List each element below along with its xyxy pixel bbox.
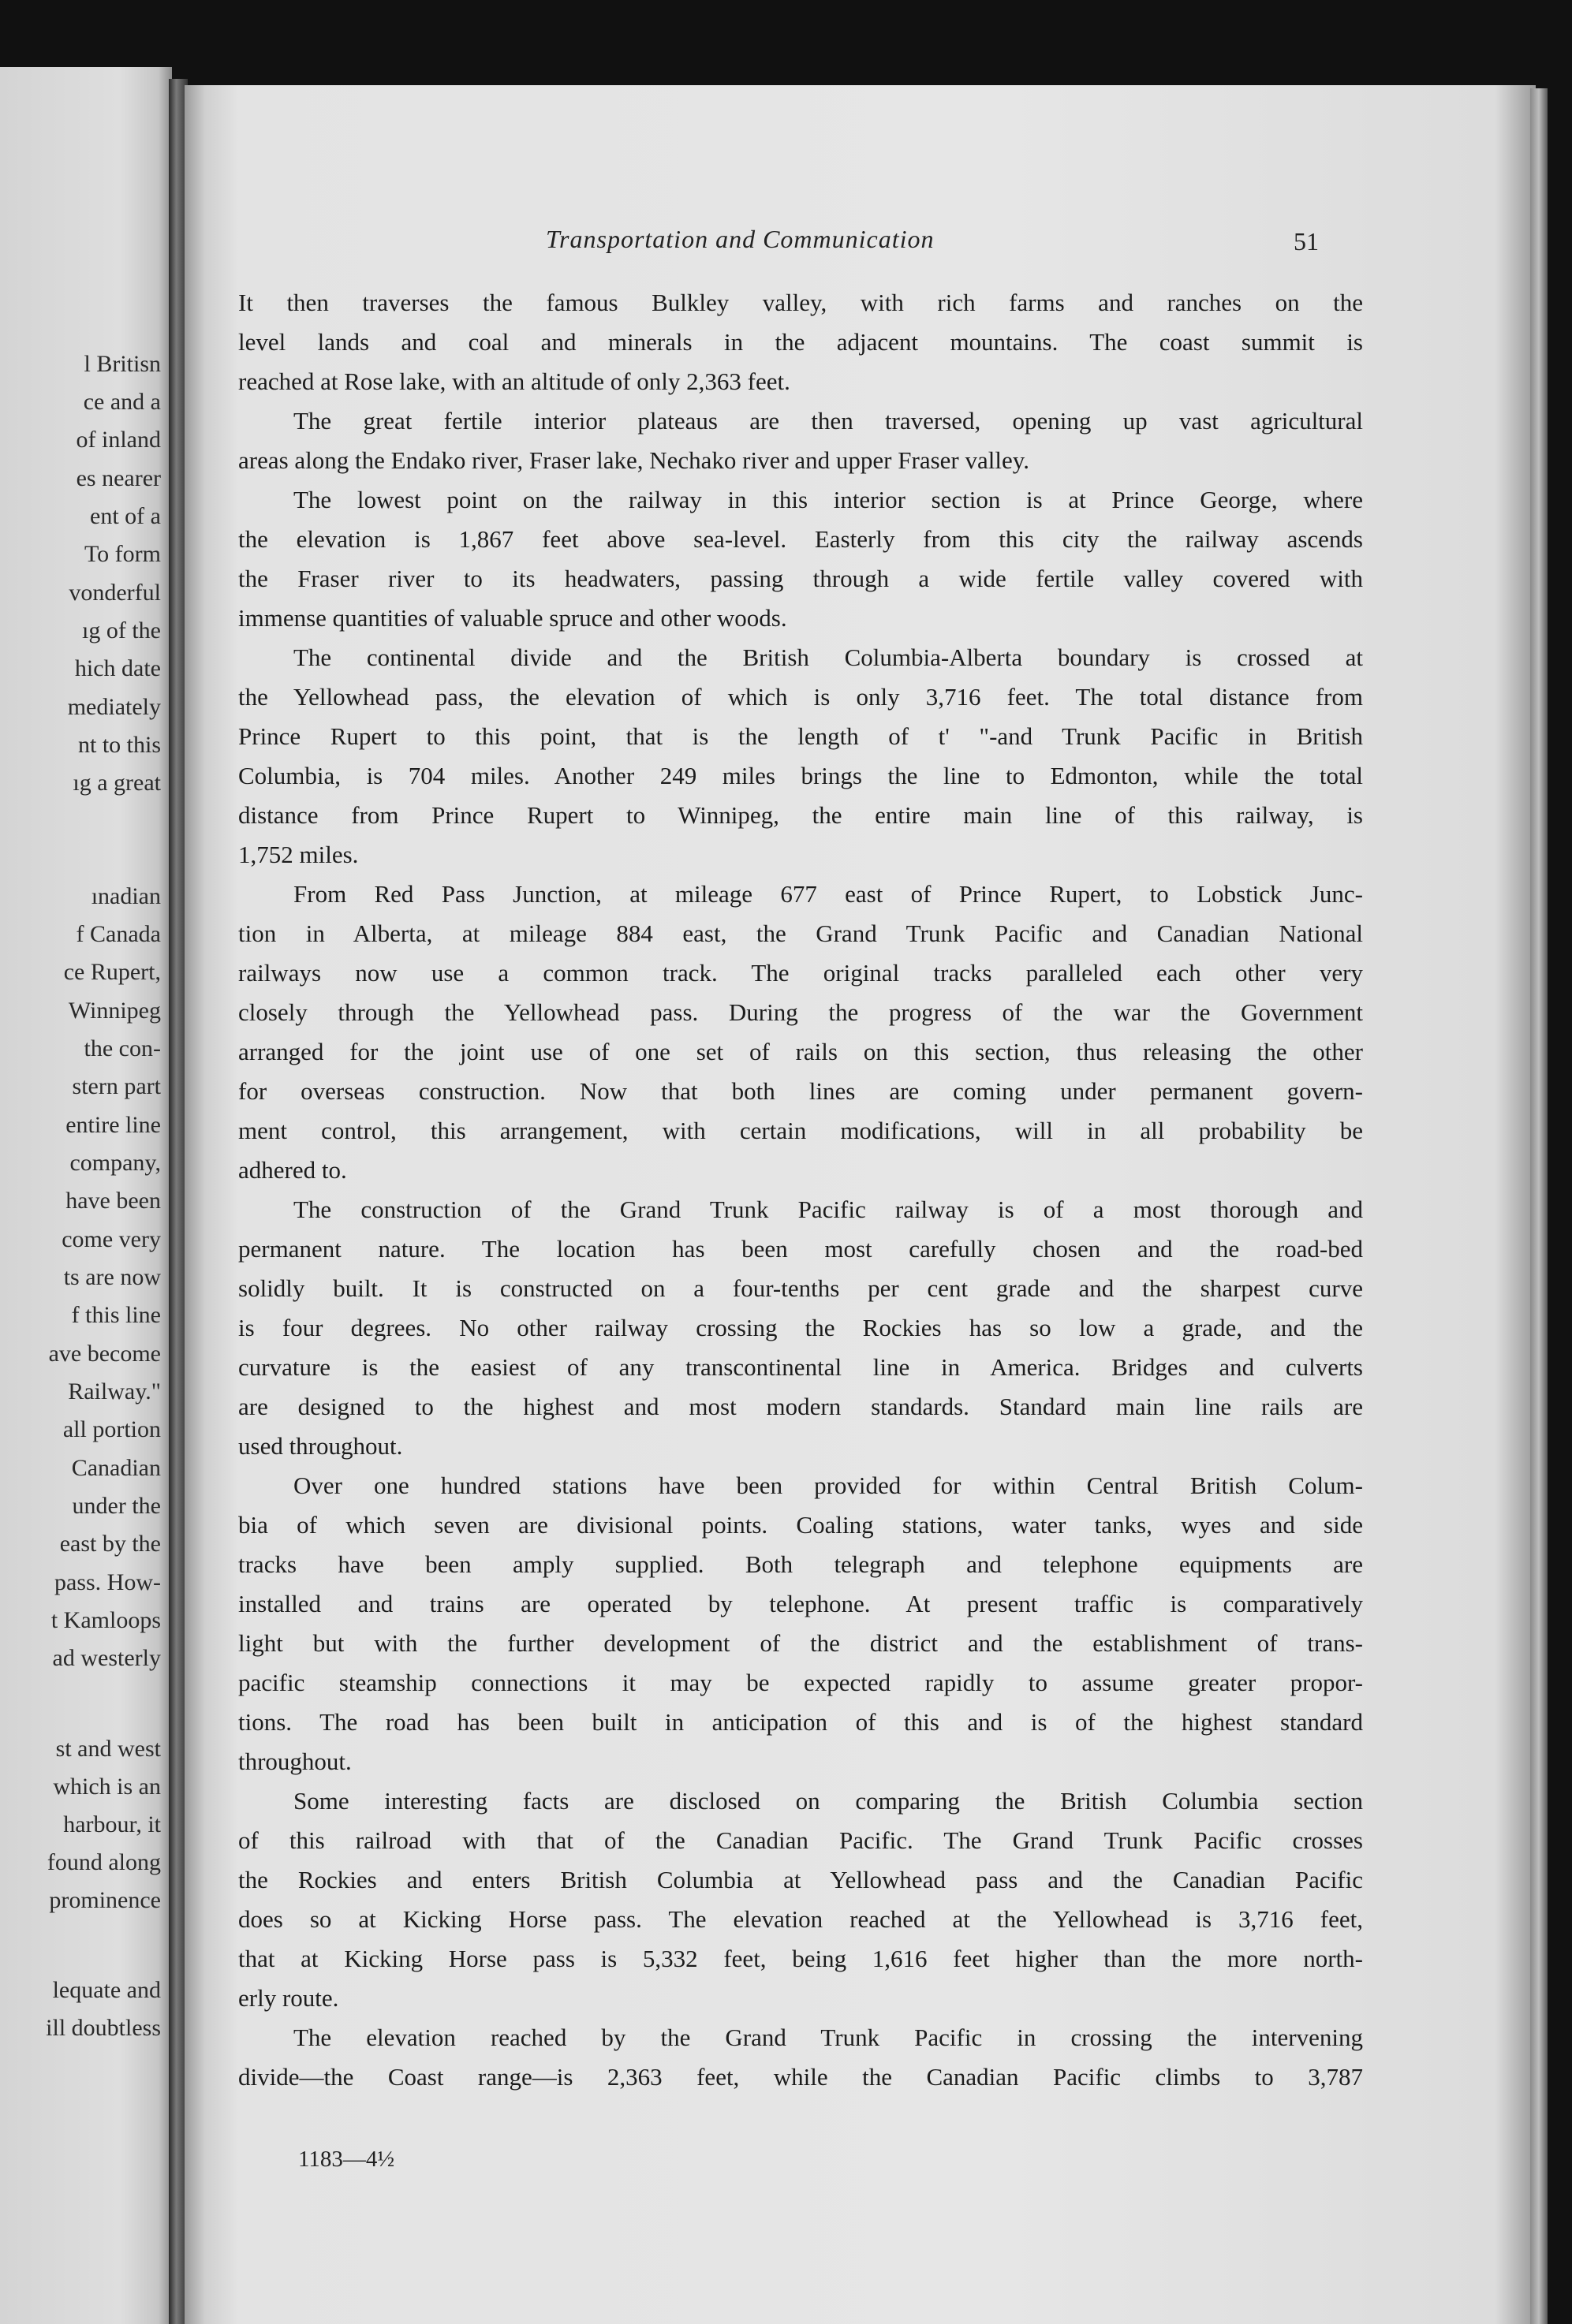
left-page-line: ave become [48,1341,161,1367]
left-page-line: pass. How- [54,1569,161,1595]
left-page-line: l Britisn [84,351,161,377]
left-page-line: ıg of the [82,617,161,643]
left-page-line: es nearer [76,465,161,491]
body-text-line: immense quantities of valuable spruce and other woods. [238,604,787,632]
body-text-line: tion in Alberta, at mileage 884 east, the Grand Trunk Pacific and Canadian National [238,920,1363,947]
left-page-line: ce and a [83,389,161,415]
left-page-line: company, [69,1150,161,1176]
body-text-line: does so at Kicking Horse pass. The elevation reached at the Yellowhead is 3,716 feet, [238,1905,1363,1933]
body-text-line: solidly built. It is constructed on a four-tenths per cent grade and the sharpest curve [238,1274,1363,1302]
body-text-line: The lowest point on the railway in this interior section is at Prince George, where [293,486,1363,513]
left-page-line: ill doubtless [46,2015,161,2041]
body-text-line: arranged for the joint use of one set of rails on this section, thus releasing the other [238,1038,1363,1065]
body-text-line: Columbia, is 704 miles. Another 249 miles brings the line to Edmonton, while the total [238,762,1363,789]
body-text-line: From Red Pass Junction, at mileage 677 east of Prince Rupert, to Lobstick Junc- [293,880,1363,908]
left-page-line: Winnipeg [68,998,161,1024]
body-text-line: that at Kicking Horse pass is 5,332 feet, being 1,616 feet higher than the more north- [238,1945,1363,1972]
body-text-line: throughout. [238,1748,352,1775]
body-text-line: tracks have been amply supplied. Both telegraph and telephone equipments are [238,1550,1363,1578]
page-number: 51 [1294,227,1319,256]
left-page-line: the con- [84,1035,161,1061]
left-page-line: st and west [55,1736,161,1762]
left-page-line: hich date [74,655,161,681]
body-text-line: the Fraser river to its headwaters, passing through a wide fertile valley covered with [238,565,1363,592]
body-text-line: pacific steamship connections it may be expected rapidly to assume greater propor- [238,1669,1363,1696]
left-page-line: Railway." [68,1378,161,1404]
body-text-line: tions. The road has been built in anticipation of this and is of the highest standard [238,1708,1363,1736]
body-text-line: Prince Rupert to this point, that is the length of t' "-and Trunk Pacific in British [238,722,1363,750]
body-text-line: distance from Prince Rupert to Winnipeg, the entire main line of this railway, is [238,801,1363,829]
left-page-line: ts are now [63,1264,161,1290]
left-page-line: east by the [59,1531,161,1557]
body-text-line: are designed to the highest and most modern standards. Standard main line rails are [238,1393,1363,1420]
body-text-line: erly route. [238,1984,339,2012]
body-text-line: the Rockies and enters British Columbia at Yellowhead pass and the Canadian Pacific [238,1866,1363,1893]
left-page-line: which is an [53,1774,161,1800]
left-page-line: nt to this [77,732,161,758]
left-page-line: vonderful [69,580,161,606]
body-text-line: The construction of the Grand Trunk Pacific railway is of a most thorough and [293,1196,1363,1223]
body-text-line: closely through the Yellowhead pass. During the progress of the war the Government [238,998,1363,1026]
body-text-line: The elevation reached by the Grand Trunk Pacific in crossing the intervening [293,2024,1363,2051]
body-text-line: areas along the Endako river, Fraser lake, Nechako river and upper Fraser valley. [238,446,1029,474]
left-page-line: all portion [62,1416,161,1442]
signature-mark: 1183—4½ [298,2147,395,2172]
body-text-line: used throughout. [238,1432,403,1460]
left-page-line: of inland [76,427,161,453]
body-text-line: the Yellowhead pass, the elevation of which is only 3,716 feet. The total distance from [238,683,1363,711]
left-page-line: f this line [71,1302,161,1328]
left-page-line: ınadian [91,883,161,909]
body-text-line: of this railroad with that of the Canadian Pacific. The Grand Trunk Pacific crosses [238,1826,1363,1854]
body-text-line: divide—the Coast range—is 2,363 feet, while the Canadian Pacific climbs to 3,787 [238,2063,1363,2091]
body-text-line: Some interesting facts are disclosed on comparing the British Columbia section [293,1787,1363,1815]
body-text-line: level lands and coal and minerals in the adjacent mountains. The coast summit is [238,328,1363,356]
left-page-line: f Canada [76,921,161,947]
body-text-line: 1,752 miles. [238,841,359,868]
body-text-line: adhered to. [238,1156,347,1184]
left-page-line: To form [84,541,161,567]
left-page-line: found along [47,1849,161,1875]
body-text-line: ment control, this arrangement, with certain modifications, will in all probability be [238,1117,1363,1144]
left-page-line: ıg a great [73,770,161,796]
body-text-line: The continental divide and the British Columbia-Alberta boundary is crossed at [293,643,1363,671]
left-facing-page [0,67,172,2324]
left-page-line: prominence [49,1887,161,1913]
left-page-line: entire line [65,1112,161,1138]
left-page-line: ce Rupert, [63,959,161,985]
page-edge [1530,88,1548,2324]
body-text-line: for overseas construction. Now that both lines are coming under permanent govern- [238,1077,1363,1105]
left-page-line: ad westerly [52,1645,161,1671]
body-text-line: The great fertile interior plateaus are then traversed, opening up vast agricultural [293,407,1363,435]
left-page-line: lequate and [52,1977,161,2003]
left-page-line: under the [72,1493,161,1519]
body-text-line: light but with the further development of the district and the establishment of trans- [238,1629,1363,1657]
body-text-line: It then traverses the famous Bulkley valley, with rich farms and ranches on the [238,289,1363,316]
body-text-line: curvature is the easiest of any transcontinental line in America. Bridges and culverts [238,1353,1363,1381]
left-page-line: stern part [72,1073,161,1099]
body-text-line: bia of which seven are divisional points. Coaling stations, water tanks, wyes and side [238,1511,1363,1539]
body-text-line: is four degrees. No other railway crossing the Rockies has so low a grade, and the [238,1314,1363,1341]
body-text-line: permanent nature. The location has been most carefully chosen and the road-bed [238,1235,1363,1263]
left-page-line: harbour, it [63,1811,161,1837]
left-page-line: come very [62,1226,161,1252]
body-text-line: the elevation is 1,867 feet above sea-level. Easterly from this city the railway ascends [238,525,1363,553]
left-page-line: ent of a [90,503,161,529]
body-text-line: Over one hundred stations have been provided for within Central British Colum- [293,1472,1363,1499]
body-text-line: installed and trains are operated by telephone. At present traffic is comparatively [238,1590,1363,1617]
left-page-line: Canadian [71,1455,161,1481]
left-page-line: have been [65,1188,161,1214]
left-page-line: mediately [67,694,161,720]
running-title: Transportation and Communication [546,225,935,253]
body-text-line: reached at Rose lake, with an altitude of only 2,363 feet. [238,367,790,395]
left-page-line: t Kamloops [50,1607,161,1633]
body-text-line: railways now use a common track. The original tracks paralleled each other very [238,959,1363,987]
